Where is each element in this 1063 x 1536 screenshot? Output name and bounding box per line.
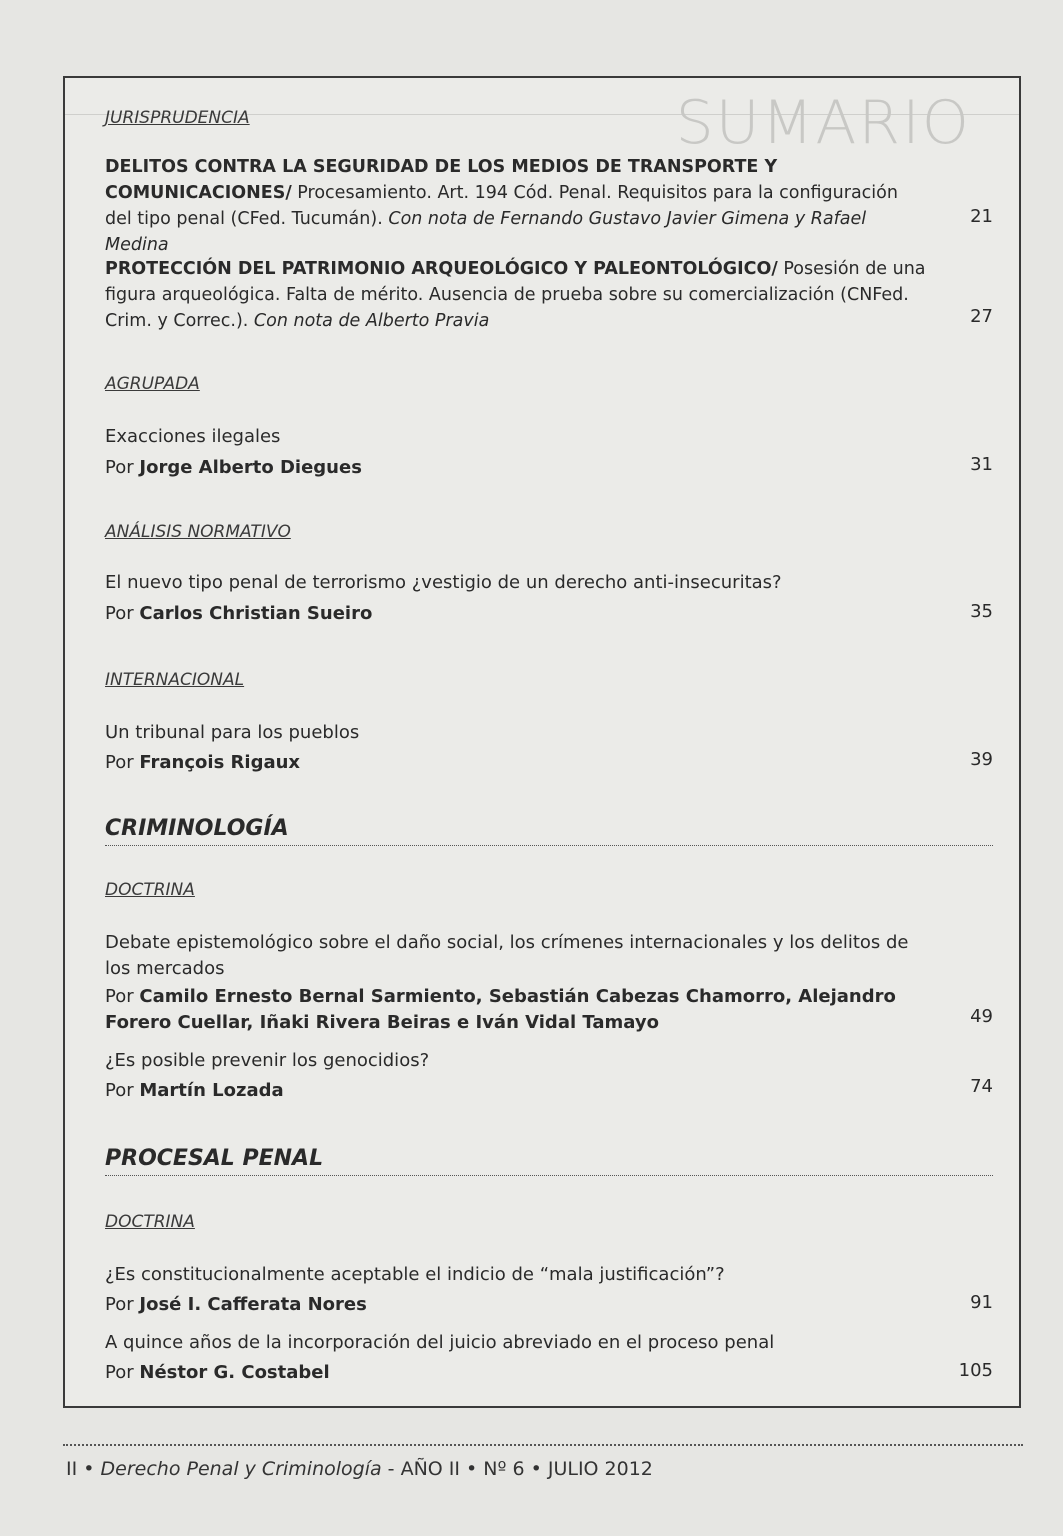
entry-title[interactable]: El nuevo tipo penal de terrorismo ¿vestigio de un derecho anti-insecuritas? [105, 572, 782, 593]
entry-title[interactable]: ¿Es constitucionalmente aceptable el indicio de “mala justificación”? [105, 1264, 725, 1285]
page-number: 91 [970, 1292, 993, 1313]
by-label: Por [105, 986, 134, 1007]
entry-title[interactable]: Exacciones ilegales [105, 426, 281, 447]
entry-title: PROTECCIÓN DEL PATRIMONIO ARQUEOLÓGICO Y PALEONTOLÓGICO/ [105, 259, 778, 279]
author: Néstor G. Costabel [139, 1362, 330, 1383]
entry-delitos[interactable] [105, 154, 930, 258]
section-analisis[interactable]: ANÁLISIS NORMATIVO [105, 522, 291, 542]
section-agrupada[interactable]: AGRUPADA [105, 374, 200, 394]
entry-author-line [105, 603, 372, 624]
section-jurisprudencia[interactable]: JURISPRUDENCIA [105, 108, 250, 128]
entry-title[interactable]: ¿Es posible prevenir los genocidios? [105, 1050, 430, 1071]
page-number: 35 [970, 601, 993, 622]
author: Carlos Christian Sueiro [139, 603, 373, 624]
entry-author-line [105, 1362, 330, 1383]
entry-text: Posesión de una figura arqueológica. Falta de mérito. Ausencia de prueba sobre su comercialización (CNFed. Crim. y Correc.). [105, 259, 926, 331]
by-label: Por [105, 752, 134, 773]
summary-frame [63, 76, 1021, 1408]
entry-title: DELITOS CONTRA LA SEGURIDAD DE LOS MEDIOS DE TRANSPORTE Y COMUNICACIONES/ [105, 157, 778, 203]
page-number: 74 [970, 1076, 993, 1097]
footer-prefix: II • [66, 1458, 95, 1480]
footer-journal: Derecho Penal y Criminología [100, 1458, 382, 1480]
by-label: Por [105, 1294, 134, 1315]
entry-proteccion[interactable] [105, 256, 930, 334]
section-doctrina[interactable]: DOCTRINA [105, 1212, 195, 1232]
author: Jorge Alberto Diegues [139, 457, 362, 478]
entry-author-line [105, 1294, 367, 1315]
author: Martín Lozada [139, 1080, 284, 1101]
author: François Rigaux [139, 752, 301, 773]
page-number: 31 [970, 454, 993, 475]
by-label: Por [105, 603, 134, 624]
entry-author-line [105, 752, 300, 773]
ghost-title: SUMARIO [675, 88, 971, 158]
entry-title[interactable]: Un tribunal para los pueblos [105, 722, 360, 743]
by-label: Por [105, 457, 134, 478]
page-number: 27 [970, 306, 993, 327]
entry-author-line [105, 984, 935, 1036]
heading-criminologia[interactable]: CRIMINOLOGÍA [105, 816, 993, 846]
page-number: 49 [970, 1006, 993, 1027]
author: Camilo Ernesto Bernal Sarmiento, Sebastián Cabezas Chamorro, Alejandro Forero Cuellar, Iñaki Rivera Beiras e Iván Vidal Tamayo [105, 986, 896, 1033]
by-label: Por [105, 1362, 134, 1383]
heading-procesal-penal[interactable]: PROCESAL PENAL [105, 1146, 993, 1176]
entry-author-line [105, 457, 362, 478]
section-internacional[interactable]: INTERNACIONAL [105, 670, 245, 690]
entry-title[interactable]: A quince años de la incorporación del juicio abreviado en el proceso penal [105, 1332, 775, 1353]
footer-issue: - AÑO II • Nº 6 • JULIO 2012 [387, 1458, 653, 1480]
entry-text: Procesamiento. Art. 194 Cód. Penal. Requisitos para la configuración del tipo penal (CFed. Tucumán). [105, 183, 898, 229]
page-number: 21 [970, 206, 993, 227]
author: José I. Cafferata Nores [139, 1294, 367, 1315]
entry-title[interactable]: Debate epistemológico sobre el daño social, los crímenes internacionales y los delitos de los mercados [105, 932, 909, 979]
section-doctrina[interactable]: DOCTRINA [105, 880, 195, 900]
page-number: 39 [970, 749, 993, 770]
entry-note: Con nota de Fernando Gustavo Javier Gimena y Rafael Medina [105, 209, 867, 255]
page-number: 105 [958, 1360, 993, 1381]
footer-rule [63, 1444, 1023, 1446]
entry-author-line [105, 1080, 284, 1101]
footer [66, 1458, 653, 1480]
by-label: Por [105, 1080, 134, 1101]
entry-note: Con nota de Alberto Pravia [253, 311, 490, 331]
